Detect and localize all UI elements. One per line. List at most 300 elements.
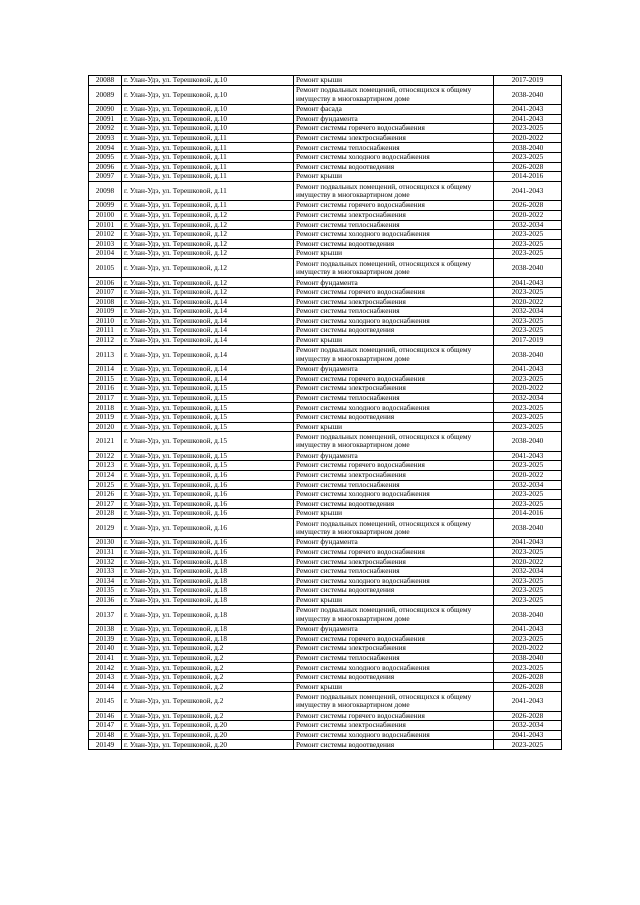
table-row bbox=[89, 509, 562, 519]
cell-address: г. Улан-Удэ, ул. Терешковой, д.16 bbox=[122, 499, 294, 509]
cell-work-type: Ремонт системы холодного водоснабжения bbox=[294, 576, 494, 586]
table-row bbox=[89, 499, 562, 509]
cell-work-type: Ремонт крыши bbox=[294, 595, 494, 605]
cell-work-type: Ремонт системы холодного водоснабжения bbox=[294, 663, 494, 673]
cell-address: г. Улан-Удэ, ул. Терешковой, д.2 bbox=[122, 663, 294, 673]
cell-period: 2020-2022 bbox=[494, 644, 562, 654]
cell-period: 2038-2040 bbox=[494, 85, 562, 105]
cell-address: г. Улан-Удэ, ул. Терешковой, д.20 bbox=[122, 740, 294, 750]
table-body bbox=[89, 76, 562, 750]
cell-work-type: Ремонт системы холодного водоснабжения bbox=[294, 490, 494, 500]
cell-address: г. Улан-Удэ, ул. Терешковой, д.11 bbox=[122, 172, 294, 182]
cell-address: г. Улан-Удэ, ул. Терешковой, д.2 bbox=[122, 673, 294, 683]
cell-id: 20098 bbox=[89, 181, 122, 201]
cell-period: 2023-2025 bbox=[494, 499, 562, 509]
table-row bbox=[89, 490, 562, 500]
table-row bbox=[89, 682, 562, 692]
table-row bbox=[89, 547, 562, 557]
cell-id: 20132 bbox=[89, 557, 122, 567]
cell-period: 2032-2034 bbox=[494, 480, 562, 490]
cell-id: 20102 bbox=[89, 230, 122, 240]
table-row bbox=[89, 470, 562, 480]
table-row bbox=[89, 133, 562, 143]
cell-id: 20136 bbox=[89, 595, 122, 605]
cell-work-type: Ремонт системы водоотведения bbox=[294, 586, 494, 596]
cell-period: 2032-2034 bbox=[494, 567, 562, 577]
cell-address: г. Улан-Удэ, ул. Терешковой, д.15 bbox=[122, 384, 294, 394]
cell-id: 20119 bbox=[89, 413, 122, 423]
cell-address: г. Улан-Удэ, ул. Терешковой, д.11 bbox=[122, 153, 294, 163]
cell-address: г. Улан-Удэ, ул. Терешковой, д.12 bbox=[122, 288, 294, 298]
cell-period: 2020-2022 bbox=[494, 297, 562, 307]
cell-id: 20111 bbox=[89, 326, 122, 336]
cell-period: 2023-2025 bbox=[494, 403, 562, 413]
table-row bbox=[89, 114, 562, 124]
cell-work-type: Ремонт системы теплоснабжения bbox=[294, 480, 494, 490]
cell-id: 20106 bbox=[89, 278, 122, 288]
cell-work-type: Ремонт фундамента bbox=[294, 365, 494, 375]
cell-work-type: Ремонт системы водоотведения bbox=[294, 239, 494, 249]
cell-id: 20134 bbox=[89, 576, 122, 586]
cell-period: 2032-2034 bbox=[494, 220, 562, 230]
table-row bbox=[89, 249, 562, 259]
cell-work-type: Ремонт подвальных помещений, относящихся к общему имуществу в многоквартирном доме bbox=[294, 692, 494, 712]
table-row bbox=[89, 644, 562, 654]
cell-id: 20124 bbox=[89, 470, 122, 480]
cell-period: 2026-2028 bbox=[494, 711, 562, 721]
cell-work-type: Ремонт системы теплоснабжения bbox=[294, 653, 494, 663]
cell-address: г. Улан-Удэ, ул. Терешковой, д.16 bbox=[122, 518, 294, 538]
table-row bbox=[89, 374, 562, 384]
cell-work-type: Ремонт системы электроснабжения bbox=[294, 470, 494, 480]
cell-work-type: Ремонт фундамента bbox=[294, 278, 494, 288]
cell-work-type: Ремонт подвальных помещений, относящихся к общему имуществу в многоквартирном доме bbox=[294, 258, 494, 278]
cell-work-type: Ремонт системы холодного водоснабжения bbox=[294, 153, 494, 163]
table-row bbox=[89, 326, 562, 336]
cell-period: 2020-2022 bbox=[494, 384, 562, 394]
cell-work-type: Ремонт системы холодного водоснабжения bbox=[294, 730, 494, 740]
cell-address: г. Улан-Удэ, ул. Терешковой, д.14 bbox=[122, 345, 294, 365]
cell-id: 20121 bbox=[89, 432, 122, 452]
cell-period: 2023-2025 bbox=[494, 576, 562, 586]
cell-address: г. Улан-Удэ, ул. Терешковой, д.10 bbox=[122, 76, 294, 86]
cell-work-type: Ремонт системы водоотведения bbox=[294, 162, 494, 172]
cell-id: 20138 bbox=[89, 625, 122, 635]
cell-address: г. Улан-Удэ, ул. Терешковой, д.14 bbox=[122, 297, 294, 307]
cell-id: 20103 bbox=[89, 239, 122, 249]
cell-work-type: Ремонт подвальных помещений, относящихся к общему имуществу в многоквартирном доме bbox=[294, 345, 494, 365]
cell-address: г. Улан-Удэ, ул. Терешковой, д.15 bbox=[122, 403, 294, 413]
cell-address: г. Улан-Удэ, ул. Терешковой, д.11 bbox=[122, 133, 294, 143]
table-row bbox=[89, 365, 562, 375]
cell-id: 20146 bbox=[89, 711, 122, 721]
cell-work-type: Ремонт фундамента bbox=[294, 538, 494, 548]
cell-id: 20133 bbox=[89, 567, 122, 577]
cell-address: г. Улан-Удэ, ул. Терешковой, д.12 bbox=[122, 210, 294, 220]
cell-work-type: Ремонт системы водоотведения bbox=[294, 740, 494, 750]
table-row bbox=[89, 105, 562, 115]
cell-address: г. Улан-Удэ, ул. Терешковой, д.11 bbox=[122, 162, 294, 172]
table-row bbox=[89, 288, 562, 298]
cell-id: 20109 bbox=[89, 307, 122, 317]
cell-work-type: Ремонт системы холодного водоснабжения bbox=[294, 230, 494, 240]
cell-period: 2041-2043 bbox=[494, 114, 562, 124]
cell-period: 2023-2025 bbox=[494, 326, 562, 336]
cell-address: г. Улан-Удэ, ул. Терешковой, д.18 bbox=[122, 576, 294, 586]
cell-id: 20143 bbox=[89, 673, 122, 683]
cell-work-type: Ремонт системы холодного водоснабжения bbox=[294, 316, 494, 326]
cell-work-type: Ремонт системы горячего водоснабжения bbox=[294, 374, 494, 384]
table-row bbox=[89, 673, 562, 683]
cell-address: г. Улан-Удэ, ул. Терешковой, д.15 bbox=[122, 451, 294, 461]
cell-work-type: Ремонт подвальных помещений, относящихся к общему имуществу в многоквартирном доме bbox=[294, 181, 494, 201]
cell-address: г. Улан-Удэ, ул. Терешковой, д.14 bbox=[122, 335, 294, 345]
cell-work-type: Ремонт системы горячего водоснабжения bbox=[294, 201, 494, 211]
table-row bbox=[89, 76, 562, 86]
cell-address: г. Улан-Удэ, ул. Терешковой, д.2 bbox=[122, 644, 294, 654]
table-row bbox=[89, 432, 562, 452]
table-row bbox=[89, 181, 562, 201]
cell-work-type: Ремонт подвальных помещений, относящихся к общему имуществу в многоквартирном доме bbox=[294, 605, 494, 625]
cell-address: г. Улан-Удэ, ул. Терешковой, д.16 bbox=[122, 538, 294, 548]
cell-period: 2038-2040 bbox=[494, 345, 562, 365]
cell-id: 20114 bbox=[89, 365, 122, 375]
cell-period: 2026-2028 bbox=[494, 201, 562, 211]
table-row bbox=[89, 451, 562, 461]
cell-address: г. Улан-Удэ, ул. Терешковой, д.12 bbox=[122, 249, 294, 259]
table-row bbox=[89, 393, 562, 403]
cell-work-type: Ремонт системы теплоснабжения bbox=[294, 220, 494, 230]
cell-address: г. Улан-Удэ, ул. Терешковой, д.2 bbox=[122, 692, 294, 712]
cell-address: г. Улан-Удэ, ул. Терешковой, д.11 bbox=[122, 143, 294, 153]
cell-period: 2023-2025 bbox=[494, 740, 562, 750]
cell-address: г. Улан-Удэ, ул. Терешковой, д.14 bbox=[122, 307, 294, 317]
cell-id: 20104 bbox=[89, 249, 122, 259]
cell-period: 2023-2025 bbox=[494, 634, 562, 644]
table-row bbox=[89, 172, 562, 182]
table-row bbox=[89, 518, 562, 538]
cell-address: г. Улан-Удэ, ул. Терешковой, д.16 bbox=[122, 547, 294, 557]
table-row bbox=[89, 576, 562, 586]
cell-period: 2023-2025 bbox=[494, 422, 562, 432]
cell-id: 20137 bbox=[89, 605, 122, 625]
cell-period: 2023-2025 bbox=[494, 374, 562, 384]
cell-id: 20147 bbox=[89, 721, 122, 731]
cell-period: 2017-2019 bbox=[494, 335, 562, 345]
cell-address: г. Улан-Удэ, ул. Терешковой, д.10 bbox=[122, 124, 294, 134]
table-row bbox=[89, 721, 562, 731]
cell-period: 2020-2022 bbox=[494, 133, 562, 143]
cell-work-type: Ремонт фундамента bbox=[294, 625, 494, 635]
cell-period: 2038-2040 bbox=[494, 258, 562, 278]
cell-id: 20127 bbox=[89, 499, 122, 509]
cell-id: 20112 bbox=[89, 335, 122, 345]
cell-id: 20091 bbox=[89, 114, 122, 124]
table-row bbox=[89, 220, 562, 230]
cell-address: г. Улан-Удэ, ул. Терешковой, д.18 bbox=[122, 595, 294, 605]
table-row bbox=[89, 153, 562, 163]
cell-period: 2020-2022 bbox=[494, 557, 562, 567]
cell-period: 2023-2025 bbox=[494, 249, 562, 259]
cell-period: 2026-2028 bbox=[494, 673, 562, 683]
table-row bbox=[89, 297, 562, 307]
cell-period: 2023-2025 bbox=[494, 239, 562, 249]
cell-work-type: Ремонт крыши bbox=[294, 682, 494, 692]
cell-work-type: Ремонт подвальных помещений, относящихся к общему имуществу в многоквартирном доме bbox=[294, 518, 494, 538]
table-row bbox=[89, 557, 562, 567]
cell-work-type: Ремонт подвальных помещений, относящихся к общему имуществу в многоквартирном доме bbox=[294, 432, 494, 452]
cell-address: г. Улан-Удэ, ул. Терешковой, д.2 bbox=[122, 711, 294, 721]
table-row bbox=[89, 692, 562, 712]
cell-period: 2023-2025 bbox=[494, 153, 562, 163]
cell-address: г. Улан-Удэ, ул. Терешковой, д.14 bbox=[122, 365, 294, 375]
cell-address: г. Улан-Удэ, ул. Терешковой, д.16 bbox=[122, 480, 294, 490]
cell-period: 2023-2025 bbox=[494, 288, 562, 298]
cell-period: 2041-2043 bbox=[494, 538, 562, 548]
cell-address: г. Улан-Удэ, ул. Терешковой, д.12 bbox=[122, 230, 294, 240]
cell-id: 20139 bbox=[89, 634, 122, 644]
table-row bbox=[89, 422, 562, 432]
table-row bbox=[89, 605, 562, 625]
cell-period: 2026-2028 bbox=[494, 162, 562, 172]
cell-id: 20144 bbox=[89, 682, 122, 692]
cell-period: 2038-2040 bbox=[494, 518, 562, 538]
cell-address: г. Улан-Удэ, ул. Терешковой, д.12 bbox=[122, 239, 294, 249]
table-row bbox=[89, 711, 562, 721]
cell-work-type: Ремонт системы горячего водоснабжения bbox=[294, 461, 494, 471]
table-row bbox=[89, 85, 562, 105]
cell-work-type: Ремонт крыши bbox=[294, 172, 494, 182]
cell-work-type: Ремонт системы горячего водоснабжения bbox=[294, 634, 494, 644]
cell-id: 20123 bbox=[89, 461, 122, 471]
cell-work-type: Ремонт системы горячего водоснабжения bbox=[294, 124, 494, 134]
cell-period: 2014-2016 bbox=[494, 509, 562, 519]
cell-id: 20128 bbox=[89, 509, 122, 519]
cell-id: 20130 bbox=[89, 538, 122, 548]
cell-id: 20096 bbox=[89, 162, 122, 172]
cell-address: г. Улан-Удэ, ул. Терешковой, д.18 bbox=[122, 586, 294, 596]
table-row bbox=[89, 461, 562, 471]
cell-work-type: Ремонт системы горячего водоснабжения bbox=[294, 547, 494, 557]
cell-address: г. Улан-Удэ, ул. Терешковой, д.10 bbox=[122, 114, 294, 124]
table-row bbox=[89, 210, 562, 220]
table-row bbox=[89, 625, 562, 635]
cell-work-type: Ремонт системы теплоснабжения bbox=[294, 393, 494, 403]
cell-work-type: Ремонт системы электроснабжения bbox=[294, 210, 494, 220]
table-row bbox=[89, 345, 562, 365]
cell-id: 20118 bbox=[89, 403, 122, 413]
cell-id: 20141 bbox=[89, 653, 122, 663]
cell-work-type: Ремонт системы электроснабжения bbox=[294, 721, 494, 731]
cell-period: 2023-2025 bbox=[494, 490, 562, 500]
cell-period: 2041-2043 bbox=[494, 451, 562, 461]
cell-work-type: Ремонт фундамента bbox=[294, 114, 494, 124]
cell-period: 2020-2022 bbox=[494, 210, 562, 220]
table-row bbox=[89, 239, 562, 249]
cell-id: 20145 bbox=[89, 692, 122, 712]
cell-id: 20110 bbox=[89, 316, 122, 326]
cell-period: 2023-2025 bbox=[494, 461, 562, 471]
table-row bbox=[89, 413, 562, 423]
cell-work-type: Ремонт крыши bbox=[294, 249, 494, 259]
cell-work-type: Ремонт системы теплоснабжения bbox=[294, 307, 494, 317]
cell-address: г. Улан-Удэ, ул. Терешковой, д.2 bbox=[122, 682, 294, 692]
cell-work-type: Ремонт системы электроснабжения bbox=[294, 557, 494, 567]
cell-address: г. Улан-Удэ, ул. Терешковой, д.11 bbox=[122, 201, 294, 211]
cell-period: 2041-2043 bbox=[494, 181, 562, 201]
table-row bbox=[89, 258, 562, 278]
cell-id: 20090 bbox=[89, 105, 122, 115]
cell-period: 2023-2025 bbox=[494, 413, 562, 423]
cell-address: г. Улан-Удэ, ул. Терешковой, д.15 bbox=[122, 393, 294, 403]
table-row bbox=[89, 201, 562, 211]
cell-id: 20105 bbox=[89, 258, 122, 278]
cell-period: 2023-2025 bbox=[494, 547, 562, 557]
cell-id: 20120 bbox=[89, 422, 122, 432]
cell-address: г. Улан-Удэ, ул. Терешковой, д.18 bbox=[122, 605, 294, 625]
cell-address: г. Улан-Удэ, ул. Терешковой, д.15 bbox=[122, 432, 294, 452]
cell-period: 2020-2022 bbox=[494, 470, 562, 480]
table-row bbox=[89, 586, 562, 596]
cell-address: г. Улан-Удэ, ул. Терешковой, д.16 bbox=[122, 490, 294, 500]
cell-period: 2023-2025 bbox=[494, 230, 562, 240]
table-row bbox=[89, 567, 562, 577]
table-row bbox=[89, 538, 562, 548]
cell-period: 2023-2025 bbox=[494, 586, 562, 596]
cell-period: 2038-2040 bbox=[494, 605, 562, 625]
cell-id: 20117 bbox=[89, 393, 122, 403]
table-row bbox=[89, 162, 562, 172]
cell-work-type: Ремонт системы холодного водоснабжения bbox=[294, 403, 494, 413]
cell-id: 20149 bbox=[89, 740, 122, 750]
table-row bbox=[89, 230, 562, 240]
cell-work-type: Ремонт системы электроснабжения bbox=[294, 133, 494, 143]
cell-period: 2038-2040 bbox=[494, 143, 562, 153]
cell-period: 2023-2025 bbox=[494, 316, 562, 326]
cell-period: 2032-2034 bbox=[494, 721, 562, 731]
cell-address: г. Улан-Удэ, ул. Терешковой, д.10 bbox=[122, 85, 294, 105]
cell-address: г. Улан-Удэ, ул. Терешковой, д.16 bbox=[122, 509, 294, 519]
cell-address: г. Улан-Удэ, ул. Терешковой, д.15 bbox=[122, 461, 294, 471]
cell-address: г. Улан-Удэ, ул. Терешковой, д.12 bbox=[122, 278, 294, 288]
cell-id: 20131 bbox=[89, 547, 122, 557]
cell-period: 2041-2043 bbox=[494, 730, 562, 740]
cell-period: 2041-2043 bbox=[494, 278, 562, 288]
cell-work-type: Ремонт системы теплоснабжения bbox=[294, 567, 494, 577]
cell-id: 20094 bbox=[89, 143, 122, 153]
table-row bbox=[89, 124, 562, 134]
cell-period: 2032-2034 bbox=[494, 307, 562, 317]
table-row bbox=[89, 663, 562, 673]
cell-work-type: Ремонт системы водоотведения bbox=[294, 413, 494, 423]
cell-address: г. Улан-Удэ, ул. Терешковой, д.15 bbox=[122, 413, 294, 423]
table-row bbox=[89, 634, 562, 644]
cell-period: 2041-2043 bbox=[494, 365, 562, 375]
repair-schedule-table bbox=[88, 75, 562, 750]
cell-address: г. Улан-Удэ, ул. Терешковой, д.20 bbox=[122, 730, 294, 740]
cell-address: г. Улан-Удэ, ул. Терешковой, д.10 bbox=[122, 105, 294, 115]
cell-address: г. Улан-Удэ, ул. Терешковой, д.18 bbox=[122, 625, 294, 635]
table-row bbox=[89, 653, 562, 663]
cell-id: 20093 bbox=[89, 133, 122, 143]
cell-address: г. Улан-Удэ, ул. Терешковой, д.14 bbox=[122, 374, 294, 384]
cell-period: 2026-2028 bbox=[494, 682, 562, 692]
cell-id: 20100 bbox=[89, 210, 122, 220]
cell-address: г. Улан-Удэ, ул. Терешковой, д.18 bbox=[122, 634, 294, 644]
cell-work-type: Ремонт крыши bbox=[294, 422, 494, 432]
table-row bbox=[89, 480, 562, 490]
cell-work-type: Ремонт системы горячего водоснабжения bbox=[294, 288, 494, 298]
cell-work-type: Ремонт системы водоотведения bbox=[294, 499, 494, 509]
cell-id: 20142 bbox=[89, 663, 122, 673]
cell-period: 2038-2040 bbox=[494, 432, 562, 452]
cell-work-type: Ремонт системы электроснабжения bbox=[294, 384, 494, 394]
cell-work-type: Ремонт крыши bbox=[294, 76, 494, 86]
table-row bbox=[89, 278, 562, 288]
cell-id: 20101 bbox=[89, 220, 122, 230]
table-row bbox=[89, 384, 562, 394]
cell-work-type: Ремонт фундамента bbox=[294, 451, 494, 461]
cell-address: г. Улан-Удэ, ул. Терешковой, д.18 bbox=[122, 567, 294, 577]
cell-work-type: Ремонт системы теплоснабжения bbox=[294, 143, 494, 153]
cell-id: 20113 bbox=[89, 345, 122, 365]
table-row bbox=[89, 307, 562, 317]
cell-id: 20122 bbox=[89, 451, 122, 461]
cell-period: 2032-2034 bbox=[494, 393, 562, 403]
table-row bbox=[89, 730, 562, 740]
table-row bbox=[89, 316, 562, 326]
cell-work-type: Ремонт системы водоотведения bbox=[294, 326, 494, 336]
cell-work-type: Ремонт фасада bbox=[294, 105, 494, 115]
cell-address: г. Улан-Удэ, ул. Терешковой, д.18 bbox=[122, 557, 294, 567]
cell-id: 20107 bbox=[89, 288, 122, 298]
document-page bbox=[88, 75, 561, 750]
cell-period: 2017-2019 bbox=[494, 76, 562, 86]
cell-period: 2038-2040 bbox=[494, 653, 562, 663]
cell-id: 20108 bbox=[89, 297, 122, 307]
table-row bbox=[89, 335, 562, 345]
cell-address: г. Улан-Удэ, ул. Терешковой, д.12 bbox=[122, 258, 294, 278]
cell-id: 20099 bbox=[89, 201, 122, 211]
cell-id: 20135 bbox=[89, 586, 122, 596]
cell-period: 2014-2016 bbox=[494, 172, 562, 182]
cell-id: 20095 bbox=[89, 153, 122, 163]
cell-work-type: Ремонт системы водоотведения bbox=[294, 673, 494, 683]
cell-work-type: Ремонт подвальных помещений, относящихся к общему имуществу в многоквартирном доме bbox=[294, 85, 494, 105]
cell-work-type: Ремонт системы электроснабжения bbox=[294, 297, 494, 307]
table-row bbox=[89, 403, 562, 413]
cell-work-type: Ремонт системы горячего водоснабжения bbox=[294, 711, 494, 721]
cell-id: 20126 bbox=[89, 490, 122, 500]
cell-address: г. Улан-Удэ, ул. Терешковой, д.16 bbox=[122, 470, 294, 480]
cell-work-type: Ремонт системы электроснабжения bbox=[294, 644, 494, 654]
cell-id: 20116 bbox=[89, 384, 122, 394]
cell-period: 2041-2043 bbox=[494, 692, 562, 712]
cell-address: г. Улан-Удэ, ул. Терешковой, д.20 bbox=[122, 721, 294, 731]
cell-period: 2023-2025 bbox=[494, 663, 562, 673]
cell-period: 2023-2025 bbox=[494, 124, 562, 134]
cell-id: 20125 bbox=[89, 480, 122, 490]
cell-id: 20129 bbox=[89, 518, 122, 538]
cell-work-type: Ремонт крыши bbox=[294, 335, 494, 345]
cell-id: 20089 bbox=[89, 85, 122, 105]
cell-id: 20088 bbox=[89, 76, 122, 86]
cell-period: 2041-2043 bbox=[494, 625, 562, 635]
cell-address: г. Улан-Удэ, ул. Терешковой, д.14 bbox=[122, 316, 294, 326]
cell-id: 20148 bbox=[89, 730, 122, 740]
cell-work-type: Ремонт крыши bbox=[294, 509, 494, 519]
cell-address: г. Улан-Удэ, ул. Терешковой, д.14 bbox=[122, 326, 294, 336]
